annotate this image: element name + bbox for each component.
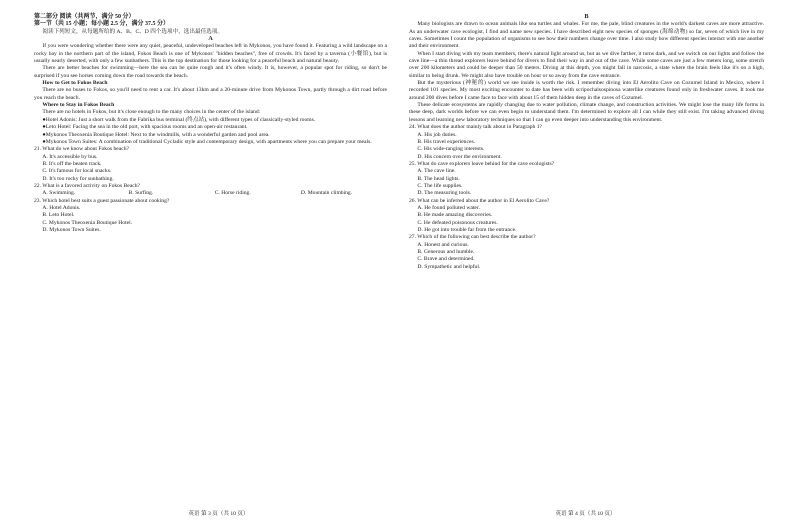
passage-b-para-3: But the mysterious (神秘的) world we see inside is worth the risk. I remember diving into El Aerolito Cave on Cozumel Island in Mexico, where I recorded 101 species. My most exciting encounter to date has been with scripochalsospinosa waterlike creatures found only in freshwater caves. It took me around 200 dives before I came face to face with about 15 of them hidden deep in the caves of Cozumel. [409,80,764,101]
passage-b-para-1: Many biologists are drawn to ocean animals like sea turtles and whales. For me, the pale, blind creatures in the world's darkest caves are more attractive. As an underwater cave ecologist, I find and name new species. I have described eight new species of sponges (海绵动物) so far, seven of which live in my caves. Sometimes I count the population of organisms to see how their numbers change over time. I also study how different species interact with one another and their environment. [409,21,764,50]
option: D. Sympathetic and helpful. [417,263,481,270]
option: C. His wide-ranging interests. [417,146,485,153]
question-23: 23. Which hotel best suits a guest passionate about cooking? [34,197,170,204]
option: C. It's famous for local snacks. [42,168,112,175]
passage-a-para-1: If you were wondering whether there were any quiet, peaceful, undeveloped beaches left in Mykonos, you have found it. Featuring a wild landscape on a rocky bay in the northern part of the island, Fokos Beach is one of Mykonos' "hidden beaches", free of crowds. It's faced by a taverna (小餐馆), but is usually nearly deserted, with only a few sunbathers. This is the top destination for those looking for a peaceful beach and natural beauty. [34,43,387,65]
passage-b-para-4: These delicate ecosystems are rapidly changing due to water pollution, climate change, and construction activities. We might lose the many life forms in these deep, dark worlds before we can even begin to understand them. I'm determined to explore all I can while they still exist. I'm taking advanced diving lessons and learning new laboratory techniques so that I can go even deeper into understanding this environment. [409,102,764,123]
part-header: 第一节（共 15 小题；每小题 2.5 分，满分 37.5 分） [34,21,170,28]
option: A. His job duties. [417,131,457,138]
option: B. It's off the beaten track. [42,160,102,167]
right-column [409,14,764,271]
hotel-bullet: ●Hotel Adonis: Just a short walk from the Fabrika bus terminal (终点站), with different types of classically-styled rooms. [42,116,316,123]
option: D. The measuring tools. [417,190,472,197]
option: A. He found polluted water. [417,204,480,211]
option: C. Horse riding. [214,190,251,197]
option: C. The life supplies. [417,182,463,189]
option: A. Hotel Adonis. [42,204,81,211]
passage-a-letter: A [208,36,213,43]
option: A. Honest and curious. [417,241,469,248]
question-27: 27. Which of the following can best describe the author? [409,234,536,241]
hotel-bullet: ●Leto Hotel: Facing the sea in the old port, with spacious rooms and an open-air restaurant. [42,124,248,131]
option: C. Mykonos Theoxenia Boutique Hotel. [42,219,133,226]
right-page [397,0,794,523]
question-26: 26. What can be inferred about the author in El Aerolito Cave? [409,197,550,204]
instruction: 阅读下列短文，从每题所给的 A、B、C、D 四个选项中，选出最佳选项。 [42,28,223,35]
passage-b-para-2: When I start diving with my team members, there's natural light around us, but as we dive farther, it turns dark, and we switch on our lights and follow the cave line—a thin thread explorers leave behind for divers to find their way in and out of the cave. While some caves are just a few meters long, some stretch over 200 kilometers and could be deeper than 50 meters. Diving at this depth, you might fall in narcosis, a state where the brain feels like it's on a high, similar to being drunk. We might also have trouble on hour or so away from the cave entrance. [409,50,764,79]
question-21: 21. What do we know about Fokos beach? [34,146,129,153]
left-column [34,14,387,234]
option: B. Generous and humble. [417,249,475,255]
option: B. He made amazing discoveries. [417,212,493,219]
passage-a-para-3: There are no buses to Fokos, so you'll need to rent a car. It's about 13km and a 20-minute drive from Mykonos Town, partly through a dirt road before you reach the beach. [34,87,387,101]
hotel-bullet: ●Mykonos Theoxenia Boutique Hotel: Next to the windmills, with a wonderful garden and pool area. [42,131,270,138]
page-footer: 英语 第 4 页（共 10 页） [555,511,616,517]
option: C. Brave and determined. [417,256,475,263]
section-header: 第二部分 阅读（共两节，满分 50 分） [34,14,135,20]
option: B. The head lights. [417,175,460,182]
page-footer: 英语 第 3 页（共 10 页） [188,511,249,517]
option: B. Leto Hotel. [42,212,75,219]
passage-b-letter: B [584,14,589,20]
option: D. It's too rocky for sunbathing. [42,175,114,182]
passage-a-para-4: There are no hotels in Fokos, but it's close enough to the many choices in the center of the island: [42,109,261,116]
passage-a-heading-1: How to Get to Fokos Beach [42,80,108,87]
option: D. Mykonos Town Suites. [42,226,101,233]
option: A. The cave line. [417,168,456,175]
option: B. Surfing. [128,190,154,197]
option: B. His travel experiences. [417,138,476,145]
question-24: 24. What does the author mainly talk about in Paragraph 1? [409,124,543,131]
option: A. Swimming. [42,190,76,197]
question-22: 22. What is a favored activity on Fokos Beach? [34,182,140,189]
option: A. It's accessible by bus. [42,153,98,160]
passage-a-heading-2: Where to Stay in Fokos Beach [42,102,115,109]
question-22-options [42,190,387,197]
option: D. He got into trouble far from the entrance. [417,226,517,233]
option: C. He defeated poisonous creatures. [417,219,498,226]
option: D. Mountain climbing. [300,190,353,197]
question-25: 25. What do cave explorers leave behind for the cave ecologists? [409,160,555,167]
option: D. His concern over the environment. [417,153,502,160]
hotel-bullet: ●Mykonos Town Suites: A combination of traditional Cycladic style and contemporary design, with apartments where you can prepare your meals. [42,138,372,145]
passage-a-para-2: There are better beaches for swimming—here the sea can be quite rough and it's often windy. It is, however, a popular spot for riding, so don't be surprised if you see horses coming down the road towards the beach. [34,65,387,79]
